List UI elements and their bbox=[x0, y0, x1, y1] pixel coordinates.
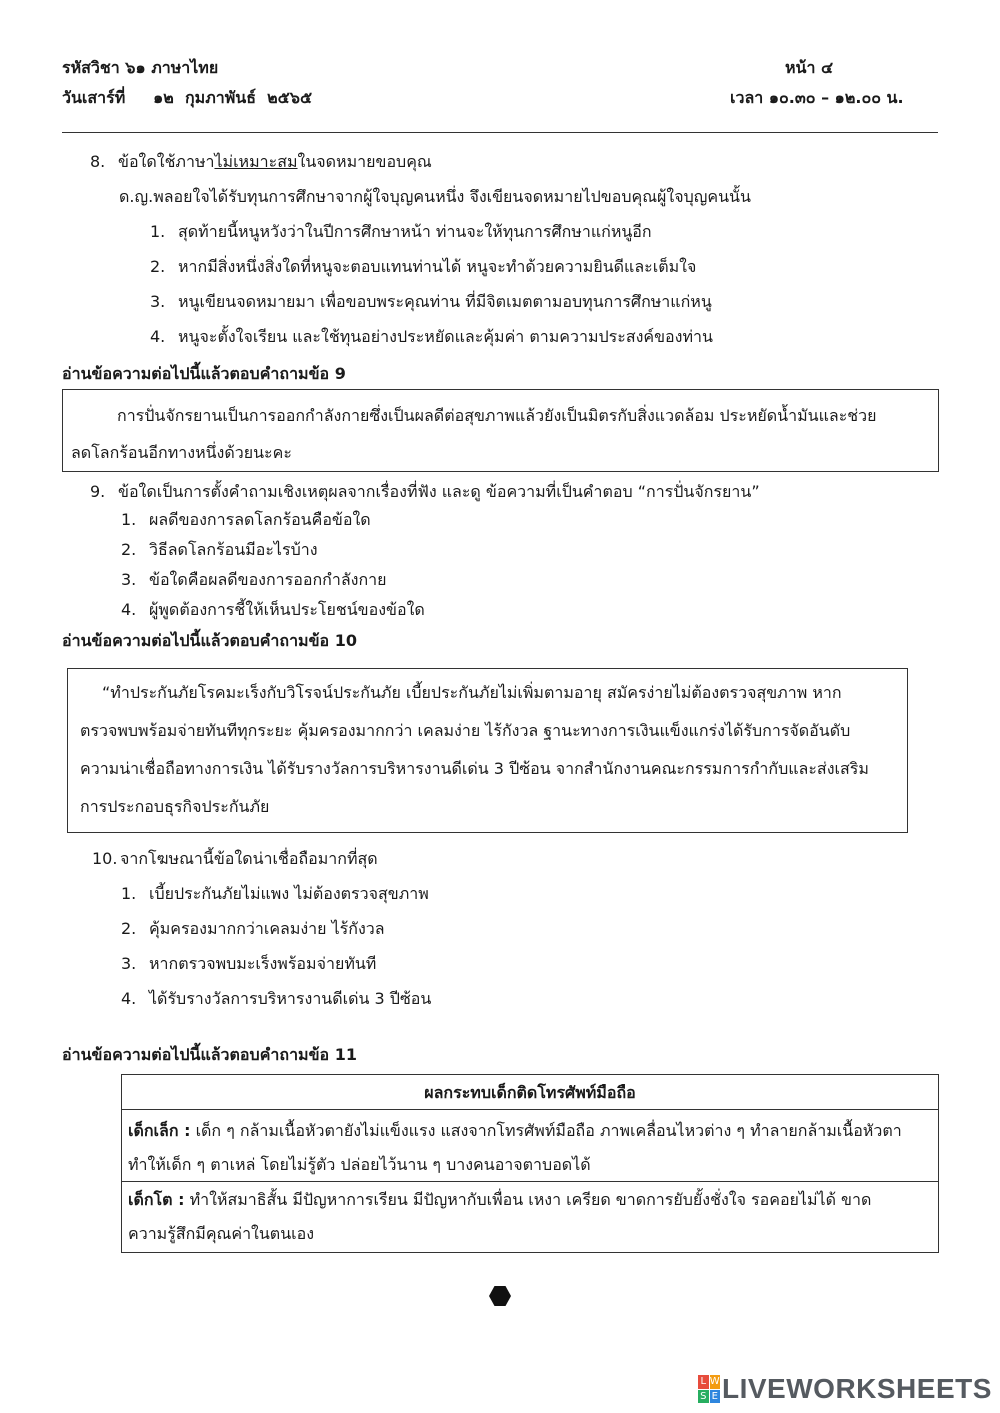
passage-10-line: ความน่าเชื่อถือทางการเงิน ได้รับรางวัลการบริหารงานดีเด่น 3 ปีซ้อน จากสำนักงานคณะกรรมการกำกับและส่งเสริม bbox=[80, 759, 869, 778]
option[interactable]: 4. ได้รับรางวัลการบริหารงานดีเด่น 3 ปีซ้อน bbox=[121, 989, 432, 1008]
row-label: เด็กเล็ก : bbox=[128, 1121, 191, 1140]
exam-time: เวลา ๑๐.๓๐ – ๑๒.๐๐ น. bbox=[730, 88, 904, 107]
header-divider bbox=[62, 132, 938, 133]
passage-10-line: “ทำประกันภัยโรคมะเร็งกับวิโรจน์ประกันภัย เบี้ยประกันภัยไม่เพิ่มตามอายุ สมัครง่ายไม่ต้องตรวจสุขภาพ หาก bbox=[102, 683, 842, 702]
question-text-end: ในจดหมายขอบคุณ bbox=[297, 152, 432, 171]
option[interactable]: 2. วิธีลดโลกร้อนมีอะไรบ้าง bbox=[121, 540, 318, 559]
option[interactable]: 2. หากมีสิ่งหนึ่งสิ่งใดที่หนูจะตอบแทนท่านได้ หนูจะทำด้วยความยินดีและเต็มใจ bbox=[150, 257, 697, 276]
option[interactable]: 1. ผลดีของการลดโลกร้อนคือข้อใด bbox=[121, 510, 371, 529]
question-underlined: ไม่เหมาะสม bbox=[214, 152, 298, 171]
page-end-marker-icon bbox=[489, 1286, 511, 1306]
liveworksheets-logo[interactable] bbox=[698, 1372, 992, 1406]
option[interactable]: 4. หนูจะตั้งใจเรียน และใช้ทุนอย่างประหยัดและคุ้มค่า ตามความประสงค์ของท่าน bbox=[150, 327, 713, 346]
page-number: หน้า ๔ bbox=[785, 58, 834, 77]
passage-9-line: การปั่นจักรยานเป็นการออกกำลังกายซึ่งเป็นผลดีต่อสุขภาพแล้วยังเป็นมิตรกับสิ่งแวดล้อม ประหยัดน้ำมันและช่วย bbox=[117, 406, 877, 425]
row-label: เด็กโต : bbox=[128, 1190, 185, 1209]
table-title: ผลกระทบเด็กติดโทรศัพท์มือถือ bbox=[424, 1083, 636, 1102]
passage-10-line: ตรวจพบพร้อมจ่ายทันทีทุกระยะ คุ้มครองมากกว่า เคลมง่าย ไร้กังวล ฐานะทางการเงินแข็งแกร่งได้รับการจัดอันดับ bbox=[80, 721, 851, 740]
option[interactable]: 2. คุ้มครองมากกว่าเคลมง่าย ไร้กังวล bbox=[121, 919, 385, 938]
passage-10-line: การประกอบธุรกิจประกันภัย bbox=[80, 797, 270, 816]
brand-name: LIVEWORKSHEETS bbox=[722, 1373, 992, 1404]
option[interactable]: 1. สุดท้ายนี้หนูหวังว่าในปีการศึกษาหน้า ท่านจะให้ทุนการศึกษาแก่หนูอีก bbox=[150, 222, 652, 241]
option[interactable]: 1. เบี้ยประกันภัยไม่แพง ไม่ต้องตรวจสุขภาพ bbox=[121, 884, 429, 903]
question-number: 8. bbox=[90, 152, 106, 171]
subject-code: รหัสวิชา ๖๑ ภาษาไทย bbox=[62, 58, 219, 77]
question-9: 9. ข้อใดเป็นการตั้งคำถามเชิงเหตุผลจากเรื่องที่ฟัง และดู ข้อความที่เป็นคำตอบ “การปั่นจักรยาน” bbox=[90, 482, 760, 501]
logo-badge-icon: L W S E bbox=[698, 1375, 720, 1403]
table-row: เด็กโต : ทำให้สมาธิสั้น มีปัญหาการเรียน มีปัญหากับเพื่อน เหงา เครียด ขาดการยับยั้งชั่งใจ รอคอยไม่ได้ ขาด ความรู้สึกมีคุณค่าในตนเอง bbox=[122, 1181, 938, 1253]
option[interactable]: 4. ผู้พูดต้องการชี้ให้เห็นประโยชน์ของข้อใด bbox=[121, 600, 425, 619]
instruction-10: อ่านข้อความต่อไปนี้แล้วตอบคำถามข้อ 10 bbox=[62, 631, 357, 650]
exam-date: วันเสาร์ที่ ๑๒ กุมภาพันธ์ ๒๕๖๕ bbox=[62, 88, 313, 107]
question-10: 10. จากโฆษณานี้ข้อใดน่าเชื่อถือมากที่สุด bbox=[92, 849, 378, 868]
question-text-start: ข้อใดใช้ภาษา bbox=[118, 152, 215, 171]
option[interactable]: 3. หนูเขียนจดหมายมา เพื่อขอบพระคุณท่าน ที่มีจิตเมตตามอบทุนการศึกษาแก่หนู bbox=[150, 292, 712, 311]
question-8 bbox=[90, 150, 432, 175]
impact-table bbox=[121, 1074, 939, 1253]
passage-9-box bbox=[62, 389, 939, 472]
passage-10-box bbox=[67, 668, 908, 833]
instruction-9: อ่านข้อความต่อไปนี้แล้วตอบคำถามข้อ 9 bbox=[62, 364, 346, 383]
option[interactable]: 3. หากตรวจพบมะเร็งพร้อมจ่ายทันที bbox=[121, 954, 377, 973]
table-row: เด็กเล็ก : เด็ก ๆ กล้ามเนื้อหัวตายังไม่แข็งแรง แสงจากโทรศัพท์มือถือ ภาพเคลื่อนไหวต่าง ๆ ทำลายกล้ามเนื้อหัวตา ทำให้เด็ก ๆ ตาเหล่ โดยไม่รู้ตัว ปล่อยไว้นาน ๆ บางคนอาจตาบอดได้ bbox=[122, 1109, 938, 1182]
question-8-context: ด.ญ.พลอยใจได้รับทุนการศึกษาจากผู้ใจบุญคนหนึ่ง จึงเขียนจดหมายไปขอบคุณผู้ใจบุญคนนั้น bbox=[119, 187, 751, 206]
instruction-11: อ่านข้อความต่อไปนี้แล้วตอบคำถามข้อ 11 bbox=[62, 1045, 357, 1064]
option[interactable]: 3. ข้อใดคือผลดีของการออกกำลังกาย bbox=[121, 570, 387, 589]
passage-9-line: ลดโลกร้อนอีกทางหนึ่งด้วยนะคะ bbox=[71, 443, 292, 462]
